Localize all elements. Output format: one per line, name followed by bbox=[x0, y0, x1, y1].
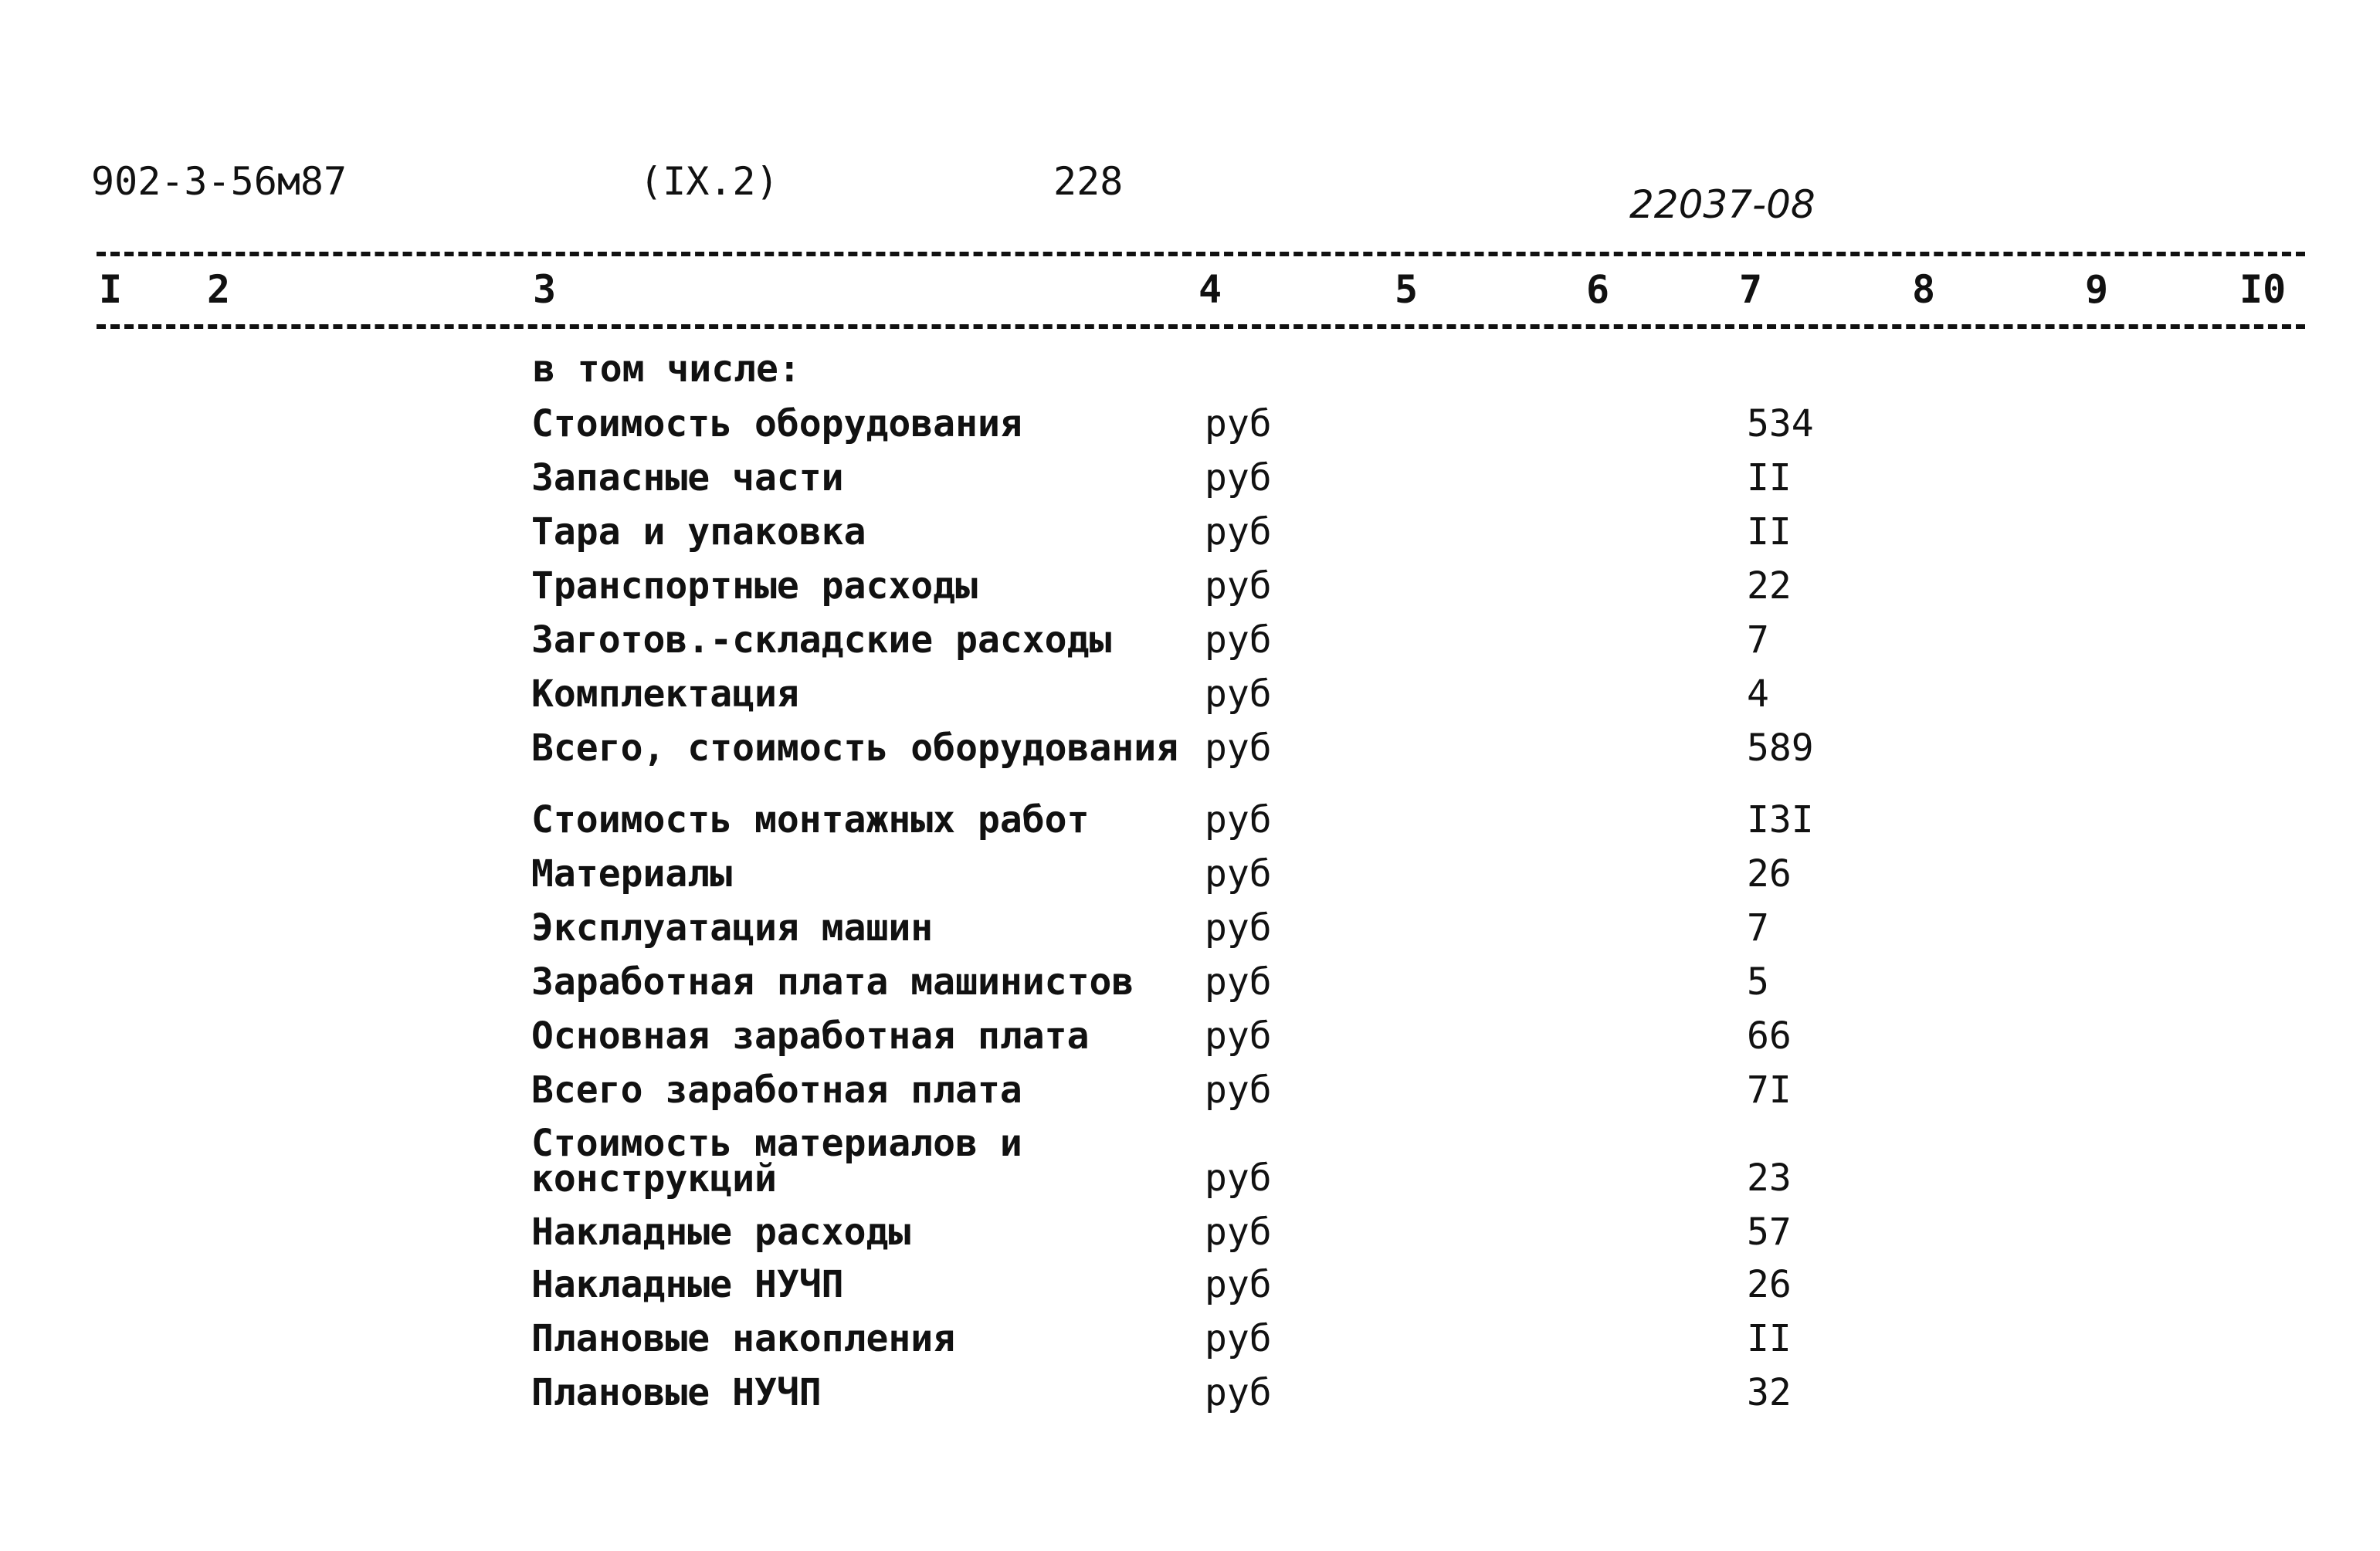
column-number-8: 8 bbox=[1912, 267, 1936, 312]
table-row bbox=[0, 1122, 2380, 1206]
row-name: Эксплуатация машин bbox=[531, 906, 934, 950]
row-value: 26 bbox=[1747, 852, 1792, 896]
document-code: 902-3-56м87 bbox=[91, 159, 348, 204]
row-unit: руб bbox=[1205, 564, 1272, 608]
row-unit: руб bbox=[1205, 672, 1272, 716]
row-unit: руб bbox=[1205, 1371, 1272, 1414]
row-unit: руб bbox=[1205, 906, 1272, 950]
section-number: (IX.2) bbox=[639, 159, 779, 204]
row-value: 7 bbox=[1747, 618, 1769, 662]
table-row bbox=[0, 618, 2380, 668]
column-number-7: 7 bbox=[1739, 267, 1763, 312]
row-unit: руб bbox=[1205, 618, 1272, 662]
row-value: 7I bbox=[1747, 1068, 1792, 1112]
table-row bbox=[0, 402, 2380, 452]
table-row bbox=[0, 798, 2380, 848]
row-value: 23 bbox=[1747, 1156, 1792, 1200]
table-row bbox=[0, 672, 2380, 722]
table-row bbox=[0, 510, 2380, 560]
row-unit: руб bbox=[1205, 1211, 1272, 1254]
table-row bbox=[0, 726, 2380, 776]
table-row bbox=[0, 1263, 2380, 1312]
row-value: II bbox=[1747, 456, 1792, 500]
row-name: Комплектация bbox=[531, 672, 799, 716]
column-number-2: 2 bbox=[207, 267, 231, 312]
row-value: 589 bbox=[1747, 726, 1814, 770]
row-value: 5 bbox=[1747, 960, 1769, 1004]
row-unit: руб bbox=[1205, 726, 1272, 770]
row-unit: руб bbox=[1205, 1263, 1272, 1306]
row-name: Стоимость монтажных работ bbox=[531, 798, 1090, 842]
column-number-9: 9 bbox=[2085, 267, 2109, 312]
row-name: Тара и упаковка bbox=[531, 510, 866, 554]
row-unit: руб bbox=[1205, 1317, 1272, 1360]
row-unit: руб bbox=[1205, 456, 1272, 500]
row-unit: руб bbox=[1205, 960, 1272, 1004]
row-name: Накладные расходы bbox=[531, 1211, 911, 1254]
table-row bbox=[0, 960, 2380, 1010]
table-row bbox=[0, 1371, 2380, 1421]
table-row bbox=[0, 564, 2380, 614]
row-unit: руб bbox=[1205, 402, 1272, 445]
row-value: 32 bbox=[1747, 1371, 1792, 1414]
page-number: 228 bbox=[1053, 159, 1124, 204]
column-number-3: 3 bbox=[533, 267, 557, 312]
row-value: 4 bbox=[1747, 672, 1769, 716]
row-name: Накладные НУЧП bbox=[531, 1263, 844, 1306]
row-value: I3I bbox=[1747, 798, 1814, 842]
row-unit: руб bbox=[1205, 852, 1272, 896]
row-name: Стоимость материалов и конструкций bbox=[531, 1122, 1022, 1201]
header-rule-top bbox=[97, 252, 2305, 256]
column-number-10: I0 bbox=[2239, 267, 2287, 312]
row-unit: руб bbox=[1205, 1068, 1272, 1112]
column-number-6: 6 bbox=[1586, 267, 1610, 312]
row-value: 66 bbox=[1747, 1014, 1792, 1058]
table-row bbox=[0, 906, 2380, 956]
column-number-1: I bbox=[99, 267, 123, 312]
table-row bbox=[0, 852, 2380, 902]
row-name: Запасные части bbox=[531, 456, 844, 500]
row-name: Материалы bbox=[531, 852, 733, 896]
row-unit: руб bbox=[1205, 798, 1272, 842]
row-name: Заготов.-складские расходы bbox=[531, 618, 1112, 662]
row-name: Всего, стоимость оборудования bbox=[531, 726, 1179, 770]
subheading: в том числе: bbox=[533, 347, 801, 391]
table-row bbox=[0, 1014, 2380, 1064]
row-value: 57 bbox=[1747, 1211, 1792, 1254]
header-rule-bottom bbox=[97, 324, 2305, 329]
table-row bbox=[0, 1211, 2380, 1260]
row-name: Основная заработная плата bbox=[531, 1014, 1090, 1058]
table-row bbox=[0, 1317, 2380, 1366]
row-value: II bbox=[1747, 1317, 1792, 1360]
row-value: 22 bbox=[1747, 564, 1792, 608]
row-unit: руб bbox=[1205, 1156, 1272, 1200]
row-name: Стоимость оборудования bbox=[531, 402, 1022, 445]
table-row bbox=[0, 1068, 2380, 1118]
row-value: 26 bbox=[1747, 1263, 1792, 1306]
row-name: Заработная плата машинистов bbox=[531, 960, 1134, 1004]
row-name: Транспортные расходы bbox=[531, 564, 978, 608]
row-value: 7 bbox=[1747, 906, 1769, 950]
row-unit: руб bbox=[1205, 1014, 1272, 1058]
column-number-4: 4 bbox=[1198, 267, 1222, 312]
column-number-5: 5 bbox=[1395, 267, 1419, 312]
row-name: Всего заработная плата bbox=[531, 1068, 1022, 1112]
row-unit: руб bbox=[1205, 510, 1272, 554]
row-value: 534 bbox=[1747, 402, 1814, 445]
row-name: Плановые НУЧП bbox=[531, 1371, 822, 1414]
document-number: 22037-08 bbox=[1629, 182, 1816, 227]
row-name: Плановые накопления bbox=[531, 1317, 956, 1360]
row-value: II bbox=[1747, 510, 1792, 554]
table-row bbox=[0, 456, 2380, 506]
